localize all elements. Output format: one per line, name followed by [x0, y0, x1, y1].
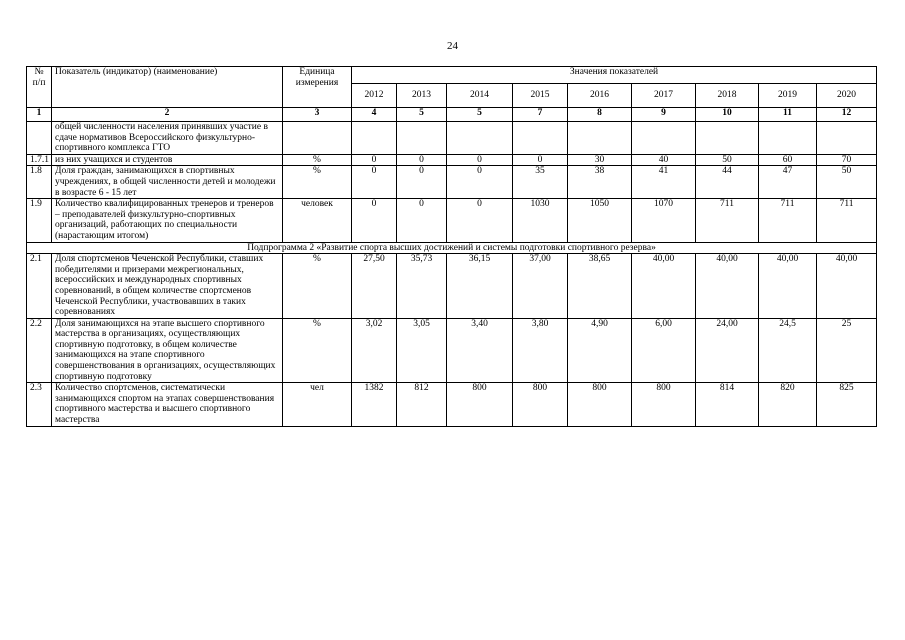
page-number: 24	[447, 40, 458, 52]
column-number: 11	[759, 108, 817, 122]
table-row	[27, 383, 877, 426]
value-cell: 0	[447, 199, 513, 242]
value-cell: 40,00	[696, 254, 759, 319]
year-header: 2017	[632, 84, 696, 108]
value-cell: 50	[817, 166, 877, 199]
value-cell: 40,00	[632, 254, 696, 319]
indicator-name: Доля граждан, занимающихся в спортивных учреждениях, в общей численности детей и молодежи в возрасте 6 - 15 лет	[52, 166, 283, 199]
value-cell: 35	[513, 166, 568, 199]
column-number: 2	[52, 108, 283, 122]
value-cell	[759, 122, 817, 155]
value-cell: 0	[397, 199, 447, 242]
year-header: 2020	[817, 84, 877, 108]
value-cell: 825	[817, 383, 877, 426]
value-cell: 40,00	[759, 254, 817, 319]
column-number: 9	[632, 108, 696, 122]
value-cell: 0	[513, 154, 568, 166]
year-header: 2015	[513, 84, 568, 108]
value-cell: 0	[447, 166, 513, 199]
subprogram-row	[27, 242, 877, 254]
year-header: 2016	[568, 84, 632, 108]
value-cell: 0	[352, 166, 397, 199]
value-cell: 1070	[632, 199, 696, 242]
column-number: 1	[27, 108, 52, 122]
value-cell: 40,00	[817, 254, 877, 319]
unit-cell	[283, 122, 352, 155]
value-cell	[447, 122, 513, 155]
value-cell: 0	[352, 199, 397, 242]
unit-cell: %	[283, 318, 352, 383]
table-row	[27, 122, 877, 155]
indicators-table	[26, 66, 877, 427]
value-cell: 3,02	[352, 318, 397, 383]
value-cell: 3,05	[397, 318, 447, 383]
year-header: 2013	[397, 84, 447, 108]
year-header: 2012	[352, 84, 397, 108]
column-number-row	[27, 108, 877, 122]
indicator-name: Доля занимающихся на этапе высшего спортивного мастерства в организациях, осуществляющих спортивную подготовку, в общем количестве занимающихся на этапе спортивного совершенствования в организациях, осуществляющих спортивную подготовку	[52, 318, 283, 383]
indicator-name: Количество спортсменов, систематически занимающихся спортом на этапах совершенствования спортивного мастерства и высшего спортивного мастерства	[52, 383, 283, 426]
value-cell: 27,50	[352, 254, 397, 319]
column-number: 7	[513, 108, 568, 122]
value-cell: 800	[513, 383, 568, 426]
header-unit: Единица измерения	[283, 67, 352, 108]
value-cell: 800	[632, 383, 696, 426]
year-header: 2018	[696, 84, 759, 108]
unit-cell: %	[283, 166, 352, 199]
value-cell: 35,73	[397, 254, 447, 319]
table-body-part2	[27, 254, 877, 427]
unit-cell: %	[283, 154, 352, 166]
header-row-1	[27, 67, 877, 84]
column-number: 8	[568, 108, 632, 122]
indicator-name: Доля спортсменов Чеченской Республики, ставших победителями и призерами межрегиональных, всероссийских и международных спортивных соревнований, в общем количестве спортсменов Чеченской Республики, участвовавших в таких соревнованиях	[52, 254, 283, 319]
unit-cell: человек	[283, 199, 352, 242]
header-indicator: Показатель (индикатор) (наименование)	[52, 67, 283, 108]
column-number: 5	[397, 108, 447, 122]
table-body-part1	[27, 122, 877, 243]
year-header: 2014	[447, 84, 513, 108]
indicator-name: из них учащихся и студентов	[52, 154, 283, 166]
value-cell: 0	[397, 154, 447, 166]
value-cell: 36,15	[447, 254, 513, 319]
unit-cell: %	[283, 254, 352, 319]
value-cell: 812	[397, 383, 447, 426]
indicator-name: общей численности населения принявших участие в сдаче нормативов Всероссийского физкультурно-спортивного комплекса ГТО	[52, 122, 283, 155]
value-cell: 814	[696, 383, 759, 426]
value-cell: 0	[397, 166, 447, 199]
indicator-name: Количество квалифицированных тренеров и тренеров – преподавателей физкультурно-спортивных организаций, работающих по специальности (нарастающим итогом)	[52, 199, 283, 242]
value-cell	[696, 122, 759, 155]
value-cell: 4,90	[568, 318, 632, 383]
value-cell: 3,80	[513, 318, 568, 383]
value-cell: 1050	[568, 199, 632, 242]
value-cell: 711	[696, 199, 759, 242]
value-cell	[352, 122, 397, 155]
value-cell: 41	[632, 166, 696, 199]
value-cell: 711	[759, 199, 817, 242]
value-cell: 24,5	[759, 318, 817, 383]
row-number: 2.2	[27, 318, 52, 383]
value-cell	[513, 122, 568, 155]
value-cell: 711	[817, 199, 877, 242]
value-cell: 38,65	[568, 254, 632, 319]
row-number: 1.7.1	[27, 154, 52, 166]
value-cell: 47	[759, 166, 817, 199]
year-header: 2019	[759, 84, 817, 108]
value-cell: 820	[759, 383, 817, 426]
value-cell	[397, 122, 447, 155]
row-number	[27, 122, 52, 155]
subprogram-title: Подпрограмма 2 «Развитие спорта высших достижений и системы подготовки спортивного резерва»	[27, 242, 877, 254]
unit-cell: чел	[283, 383, 352, 426]
value-cell: 0	[447, 154, 513, 166]
value-cell	[632, 122, 696, 155]
value-cell: 3,40	[447, 318, 513, 383]
column-number: 12	[817, 108, 877, 122]
row-number: 1.9	[27, 199, 52, 242]
header-values-group: Значения показателей	[352, 67, 877, 84]
value-cell: 70	[817, 154, 877, 166]
value-cell: 44	[696, 166, 759, 199]
row-number: 1.8	[27, 166, 52, 199]
value-cell: 40	[632, 154, 696, 166]
value-cell: 800	[447, 383, 513, 426]
value-cell: 30	[568, 154, 632, 166]
row-number: 2.3	[27, 383, 52, 426]
column-number: 4	[352, 108, 397, 122]
value-cell: 24,00	[696, 318, 759, 383]
value-cell: 6,00	[632, 318, 696, 383]
value-cell: 0	[352, 154, 397, 166]
value-cell: 25	[817, 318, 877, 383]
value-cell: 800	[568, 383, 632, 426]
value-cell: 50	[696, 154, 759, 166]
table-row	[27, 166, 877, 199]
value-cell: 60	[759, 154, 817, 166]
table-row	[27, 254, 877, 319]
subprogram-section	[27, 242, 877, 254]
column-number: 3	[283, 108, 352, 122]
value-cell	[817, 122, 877, 155]
value-cell: 38	[568, 166, 632, 199]
table-row	[27, 154, 877, 166]
column-number: 10	[696, 108, 759, 122]
column-number: 5	[447, 108, 513, 122]
table-row	[27, 199, 877, 242]
value-cell: 1382	[352, 383, 397, 426]
row-number: 2.1	[27, 254, 52, 319]
value-cell	[568, 122, 632, 155]
value-cell: 1030	[513, 199, 568, 242]
header-num: № п/п	[27, 67, 52, 108]
value-cell: 37,00	[513, 254, 568, 319]
table-row	[27, 318, 877, 383]
